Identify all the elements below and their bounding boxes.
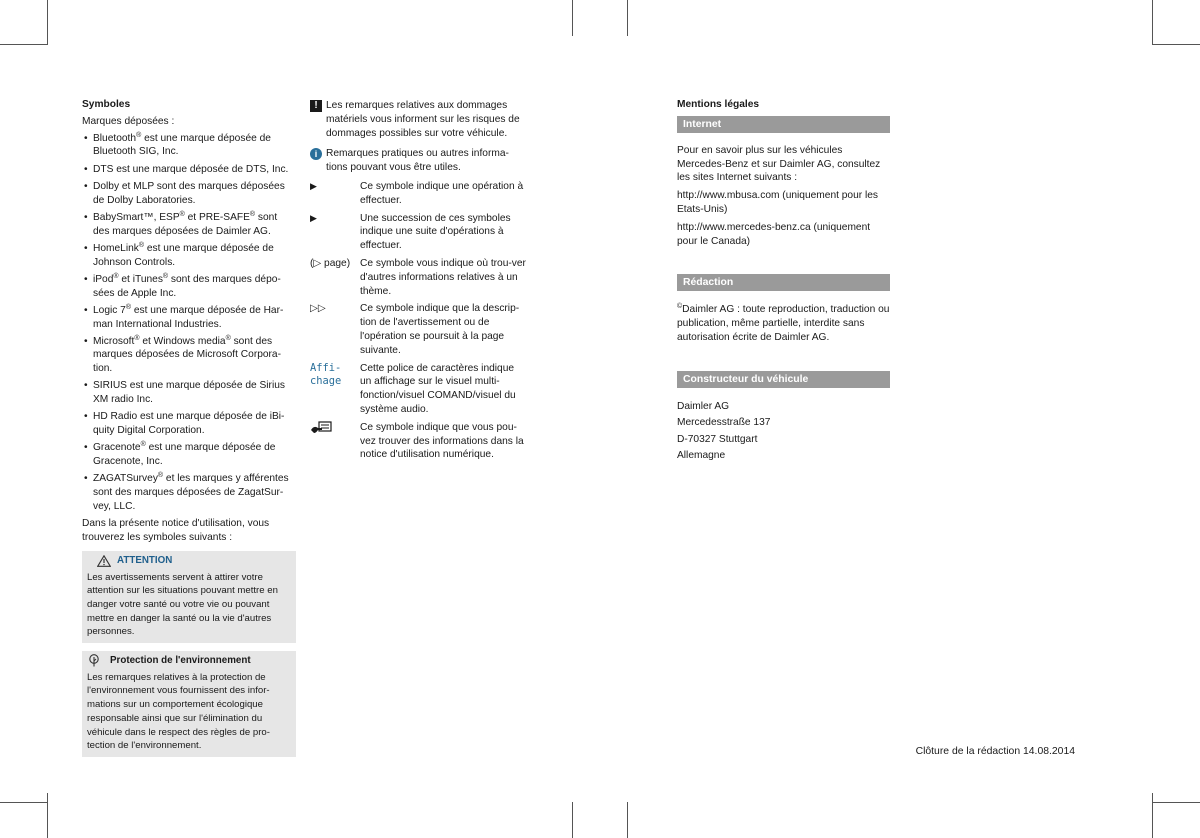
list-item: • ZAGATSurvey® et les marques y afférentes sont des marques déposées de ZagatSur-vey, LLC.: [82, 472, 296, 513]
list-item: • HomeLink® est une marque déposée de Johnson Controls.: [82, 242, 296, 270]
list-item: • Bluetooth® est une marque déposée de Bluetooth SIG, Inc.: [82, 132, 296, 160]
trademarks-intro: Marques déposées :: [82, 115, 175, 127]
action-arrow-icon: ▶: [310, 180, 317, 191]
list-item: [310, 180, 528, 208]
symbol-description: Cette police de caractères indique un affichage sur le visuel multi-fonction/visuel COMAND/visuel du système audio.: [360, 362, 516, 415]
constructor-section-title: Constructeur du véhicule: [677, 371, 890, 388]
environment-text: Les remarques relatives à la protection de l'environnement vous fournissent des infor-mations sur un comportement écologique responsable ainsi que sur l'élimination du véhicule dans le respect des règles de pro-tection de l'environnement.: [87, 671, 270, 752]
symbol-description: Ce symbole vous indique où trou-ver d'autres informations relatives à un thème.: [360, 257, 526, 297]
address-line: D-70327 Stuttgart: [677, 433, 758, 445]
list-item: [310, 362, 528, 417]
info-circle-icon: i: [310, 148, 322, 160]
list-item: [310, 212, 528, 253]
list-item: • Logic 7® est une marque déposée de Har-man International Industries.: [82, 304, 296, 332]
address-line: Mercedesstraße 137: [677, 417, 771, 429]
right-column: [677, 98, 892, 465]
list-item: • SIRIUS est une marque déposée de Sirius XM radio Inc.: [82, 379, 296, 407]
symbol-list: [310, 180, 528, 462]
list-item: [310, 302, 528, 357]
link-mbusa[interactable]: http://www.mbusa.com (uniquement pour les Etats-Unis): [677, 190, 879, 215]
list-item: • Dolby et MLP sont des marques déposées de Dolby Laboratories.: [82, 180, 296, 208]
symbol-description: Ce symbole indique que vous pou-vez trouver des informations dans la notice d'utilisation numérique.: [360, 421, 524, 461]
internet-section-title: Internet: [677, 116, 890, 133]
warning-triangle-icon: [97, 555, 111, 567]
digital-manual-icon: [310, 421, 360, 462]
redaction-text: ©Daimler AG : toute reproduction, traduction ou publication, même partielle, interdite sans autorisation écrite de Daimler AG.: [677, 303, 890, 343]
continue-arrows-icon: ▷▷: [310, 303, 326, 315]
internet-text: Pour en savoir plus sur les véhicules Mercedes-Benz et sur Daimler AG, consultez les sites Internet suivants :: [677, 144, 881, 184]
legal-heading: Mentions légales: [677, 99, 760, 110]
display-font-sample: Affi-chage: [310, 361, 342, 388]
environment-box: [82, 651, 296, 757]
symbol-description: Ce symbole indique que la descrip-tion de l'avertissement ou de l'opération se poursuit à la page suivante.: [360, 303, 520, 356]
closing-date: Clôture de la rédaction 14.08.2014: [915, 746, 1075, 757]
attention-title: ATTENTION: [117, 554, 173, 566]
symbol-description: Une succession de ces symboles indique une suite d'opérations à effectuer.: [360, 212, 511, 252]
link-mercedes-benz-ca[interactable]: http://www.mercedes-benz.ca (uniquement pour le Canada): [677, 221, 871, 247]
list-item: • Microsoft® et Windows media® sont des marques déposées de Microsoft Corpora-tion.: [82, 335, 296, 376]
list-item: • Gracenote® est une marque déposée de Gracenote, Inc.: [82, 441, 296, 469]
damage-note-text: Les remarques relatives aux dommages matériels vous informent sur les risques de dommages possibles sur votre véhicule.: [326, 100, 520, 139]
info-note-text: Remarques pratiques ou autres informa-tions pouvant vous être utiles.: [326, 148, 509, 174]
list-item: [310, 421, 528, 462]
list-item: • DTS est une marque déposée de DTS, Inc.: [82, 163, 296, 177]
symbols-heading: Symboles: [82, 99, 131, 110]
list-item: • BabySmart™, ESP® et PRE-SAFE® sont des marques déposées de Daimler AG.: [82, 211, 296, 239]
attention-box: [82, 551, 296, 643]
left-column: [82, 98, 296, 757]
damage-note: [310, 99, 528, 140]
constructor-address: [677, 399, 892, 465]
list-item: [310, 257, 528, 298]
page-reference-symbol: (▷ page): [310, 257, 351, 269]
action-arrow-icon: ▶: [310, 212, 317, 223]
trademark-list: [82, 132, 296, 514]
address-line: Allemagne: [677, 450, 726, 462]
middle-column: [310, 99, 528, 466]
attention-text: Les avertissements servent à attirer votre attention sur les situations pouvant mettre en danger votre santé ou votre vie ou pouvant mettre en danger la santé ou la vie d'autres personnes.: [87, 571, 278, 638]
address-line: Daimler AG: [677, 400, 730, 412]
leaf-icon: [88, 654, 100, 667]
warning-square-icon: !: [310, 100, 322, 112]
symbols-outro: Dans la présente notice d'utilisation, vous trouverez les symboles suivants :: [82, 518, 270, 543]
redaction-section-title: Rédaction: [677, 274, 890, 291]
info-note: [310, 147, 528, 175]
list-item: • HD Radio est une marque déposée de iBi-quity Digital Corporation.: [82, 410, 296, 438]
symbol-description: Ce symbole indique une opération à effectuer.: [360, 180, 524, 206]
environment-title: Protection de l'environnement: [110, 655, 251, 667]
list-item: • iPod® et iTunes® sont des marques dépo-sées de Apple Inc.: [82, 273, 296, 301]
